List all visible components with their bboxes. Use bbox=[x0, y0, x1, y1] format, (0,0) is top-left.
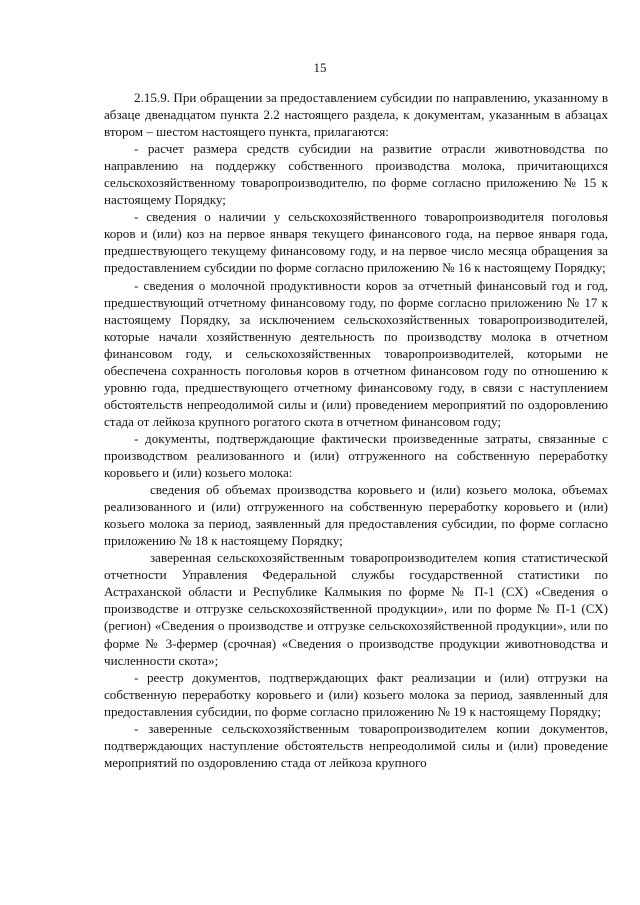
document-body bbox=[104, 89, 608, 771]
list-item-cost-documents: - документы, подтверждающие фактически произведенные затраты, связанные с производством реализованного и (или) отгруженного на собственную переработку коровьего и (или) козьего молока: bbox=[104, 430, 608, 481]
list-item-document-registry: - реестр документов, подтверждающих факт реализации и (или) отгрузки на собственную переработку коровьего и (или) козьего молока за период, заявленный для предоставления субсидии, по форме согласно приложению № 19 к настоящему Порядку; bbox=[104, 669, 608, 719]
paragraph-2-15-9: 2.15.9. При обращении за предоставлением субсидии по направлению, указанному в абзаце двенадцатом пункта 2.2 настоящего раздела, к документам, указанным в абзацах втором – шестом настоящего пункта, прилагаются: bbox=[104, 90, 608, 140]
list-item-production-volumes: сведения об объемах производства коровьего и (или) козьего молока, объемах реализованного и (или) отгруженного на собственную переработку коровьего и (или) козьего молока за период, заявленный для предоставления субсидии, по форме согласно приложению № 18 к настоящему Порядку; bbox=[104, 482, 608, 549]
list-item-milk-productivity: - сведения о молочной продуктивности коров за отчетный финансовый год и год, предшествующий отчетному финансовому году, по форме согласно приложению № 17 к настоящему Порядку, за исключением сельскохозяйственных товаропроизводителей, которые начали хозяйственную деятельность по производству молока в отчетном финансовом году, и сельскохозяйственных товаропроизводителей, которыми не обеспечена сохранность поголовья коров в отчетном финансовом году по отношению к уровню года, предшествующего отчетному финансовому году, в связи с наступлением обстоятельств непреодолимой силы и (или) проведением мероприятий по оздоровлению стада от лейкоза крупного рогатого скота в отчетном финансовом году; bbox=[104, 277, 608, 429]
list-item-livestock-count: - сведения о наличии у сельскохозяйственного товаропроизводителя поголовья коров и (или) коз на первое января текущего финансового года, на первое января года, предшествующего текущему финансовому году, и на первое число месяца обращения за предоставлением субсидии по форме согласно приложению № 16 к настоящему Порядку; bbox=[104, 209, 608, 276]
list-item-statistical-report: заверенная сельскохозяйственным товаропроизводителем копия статистической отчетности Управления Федеральной службы государственной статистики по Астраханской области и Республике Калмыкия по форме № П-1 (СХ) «Сведения о производстве и отгрузке сельскохозяйственной продукции», или по форме № П-1 (СХ) (регион) «Сведения о производстве и отгрузке сельскохозяйственной продукции», или по форме № 3-фермер (срочная) «Сведения о производстве продукции животноводства и численности скота»; bbox=[104, 550, 608, 668]
page-number: 15 bbox=[313, 60, 327, 75]
list-item-force-majeure-docs: - заверенные сельскохозяйственным товаропроизводителем копии документов, подтверждающих наступление обстоятельств непреодолимой силы и (или) проведение мероприятий по оздоровлению стада от лейкоза крупного bbox=[104, 720, 608, 770]
list-item-subsidy-calculation: - расчет размера средств субсидии на развитие отрасли животноводства по направлению на поддержку собственного производства молока, причитающихся сельскохозяйственному товаропроизводителю, по форме согласно приложению № 15 к настоящему Порядку; bbox=[104, 141, 608, 208]
